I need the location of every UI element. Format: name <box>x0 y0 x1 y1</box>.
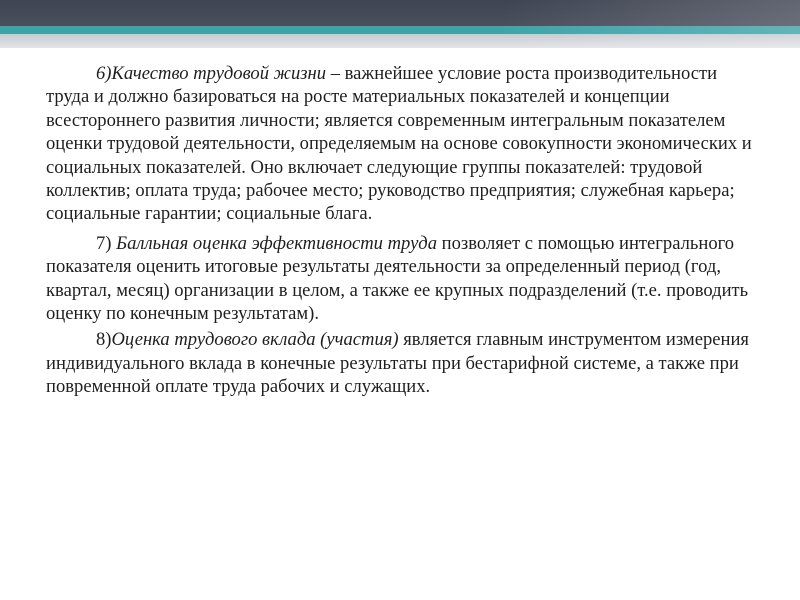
paragraph-7-text: позволяет с помощью интегрального показателя оценить итоговые результаты деятельности за определенный период (год, квартал, месяц) организации в целом, а также ее крупных подразделений (т.е. проводить оценку по конечным результатам). <box>46 232 749 325</box>
paragraph-6-text: – важнейшее условие роста производительности труда и должно базироваться на росте материальных показателей и концепции всестороннего развития личности; является современным интегральным показателем оценки трудовой деятельности, определяемым на основе совокупности экономических и социальных показателей. Оно включает следующие группы показателей: трудовой коллектив; оплата труда; рабочее место; руководство предприятия; служебная карьера; социальные гарантии; социальные блага. <box>46 63 752 225</box>
term-point-evaluation: Балльная оценка эффективности труда <box>116 232 437 254</box>
paragraph-8-number: 8) <box>96 329 112 351</box>
paragraph-8 <box>46 328 758 398</box>
paragraph-8-text: является главным инструментом измерения индивидуального вклада в конечные результаты при бестарифной системе, а также при повременной оплате труда рабочих и служащих. <box>46 329 749 398</box>
term-quality-of-working-life: 6)Качество трудовой жизни <box>96 63 327 84</box>
paragraph-6 <box>46 62 758 226</box>
term-labor-contribution: Оценка трудового вклада (участия) <box>111 329 399 351</box>
paragraph-7-number: 7) <box>96 232 117 254</box>
paragraph-7 <box>46 232 758 326</box>
slide-body <box>46 62 758 405</box>
header-corner-shade <box>500 0 800 48</box>
